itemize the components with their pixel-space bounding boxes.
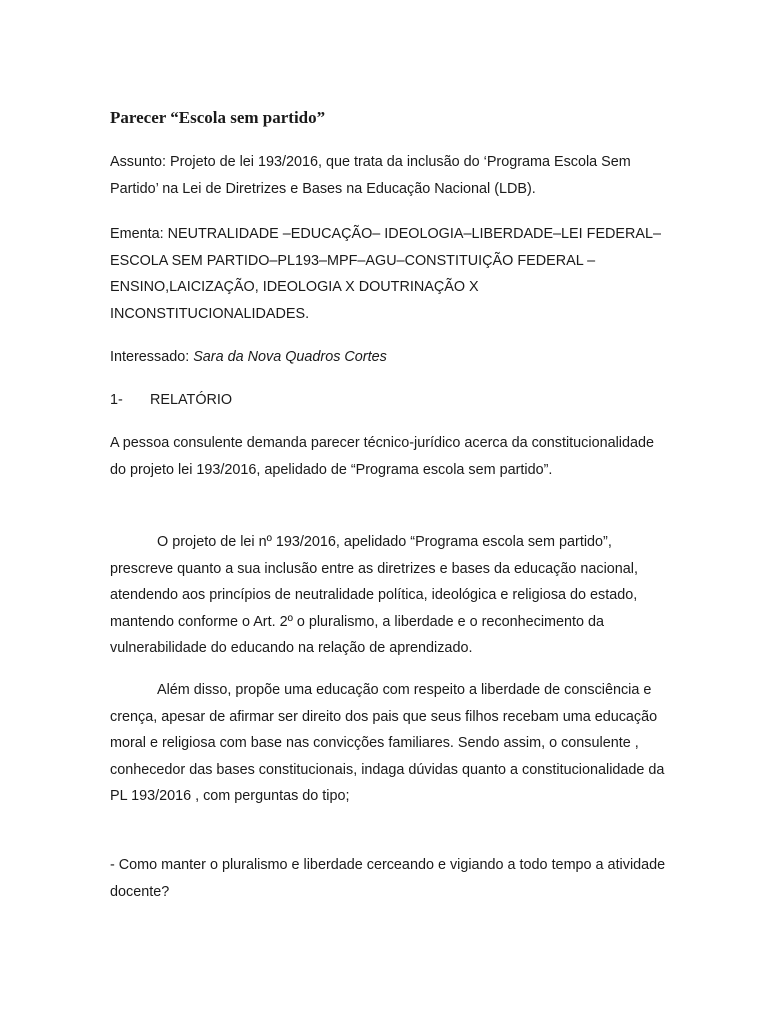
ementa-paragraph: Ementa: NEUTRALIDADE –EDUCAÇÃO– IDEOLOGIA–LIBERDADE–LEI FEDERAL–ESCOLA SEM PARTIDO–PL193–MPF–AGU–CONSTITUIÇÃO FEDERAL –ENSINO,LAICIZAÇÃO, IDEOLOGIA X DOUTRINAÇÃO X INCONSTITUCIONALIDADES. (110, 226, 662, 322)
assunto-paragraph: Assunto: Projeto de lei 193/2016, que trata da inclusão do ‘Programa Escola Sem Partido’ na Lei de Diretrizes e Bases na Educação Nacional (LDB). (110, 154, 631, 197)
interessado-label: Interessado: (110, 349, 194, 365)
document-title: Parecer “Escola sem partido” (110, 108, 326, 127)
section-number: 1- (110, 392, 123, 408)
section-heading (110, 387, 670, 414)
section-title: RELATÓRIO (150, 392, 233, 408)
body-paragraph-1: A pessoa consulente demanda parecer técnico-jurídico acerca da constitucionalidade do projeto lei 193/2016, apelidado de “Programa escola sem partido”. (110, 435, 654, 478)
interessado-line (110, 344, 670, 371)
body-paragraph-2: O projeto de lei nº 193/2016, apelidado “Programa escola sem partido”, prescreve quanto a sua inclusão entre as diretrizes e bases da educação nacional, atendendo aos princípios de neutralidade política, ideológica e religiosa do estado, mantendo conforme o Art. 2º o pluralismo, a liberdade e o reconhecimento da vulnerabilidade do educando na relação de aprendizado. (110, 534, 638, 656)
interessado-name: Sara da Nova Quadros Cortes (193, 349, 387, 365)
body-paragraph-4: - Como manter o pluralismo e liberdade cerceando e vigiando a todo tempo a atividade docente? (110, 857, 666, 900)
body-paragraph-3: Além disso, propõe uma educação com respeito a liberdade de consciência e crença, apesar de afirmar ser direito dos pais que seus filhos recebam uma educação moral e religiosa com base nas convicções familiares. Sendo assim, o consulente , conhecedor das bases constitucionais, indaga dúvidas quanto a constitucionalidade da PL 193/2016 , com perguntas do tipo; (110, 682, 665, 804)
